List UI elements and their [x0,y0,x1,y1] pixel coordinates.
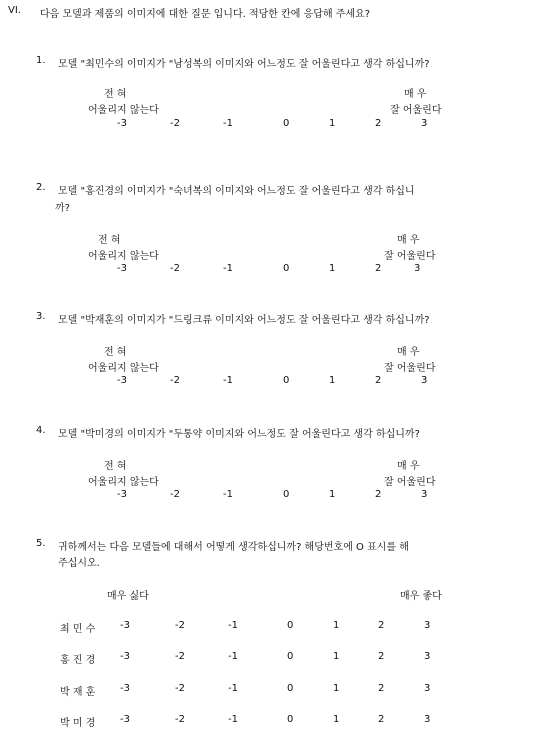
question-number: 5. [36,538,46,549]
question-text: 모델 "박재훈의 이미지가 "드링크류 이미지와 어느정도 잘 어울린다고 생각 하십니까? [58,315,430,326]
scale-right-bottom: 잘 어울린다 [384,477,436,488]
rating-option[interactable]: -2 [175,714,185,725]
question-text-continued: 까? [55,203,70,214]
rating-option[interactable]: -1 [223,118,233,129]
scale-right-top: 매 우 [397,235,420,246]
rating-option[interactable]: 0 [283,263,290,274]
scale-right-top: 매 우 [404,89,427,100]
model-name: 박 미 경 [60,718,96,729]
model-name: 홍 진 경 [60,655,96,666]
scale-right-label: 매우 좋다 [400,591,442,602]
rating-option[interactable]: 0 [287,651,294,662]
rating-option[interactable]: 1 [329,118,336,129]
question-text: 귀하께서는 다음 모델들에 대해서 어떻게 생각하십니까? 해당번호에 O 표시를 해 [58,542,409,553]
rating-option[interactable]: 0 [283,375,290,386]
rating-option[interactable]: -2 [170,263,180,274]
scale-left-bottom: 어울리지 않는다 [88,477,159,488]
rating-option[interactable]: -1 [223,375,233,386]
rating-option[interactable]: -2 [175,620,185,631]
rating-option[interactable]: 3 [424,714,431,725]
rating-option[interactable]: 1 [333,651,340,662]
rating-option[interactable]: -2 [170,489,180,500]
rating-option[interactable]: -1 [228,714,238,725]
question-number: 1. [36,55,46,66]
rating-option[interactable]: -3 [117,375,127,386]
rating-option[interactable]: 3 [424,620,431,631]
rating-option[interactable]: 0 [283,118,290,129]
rating-option[interactable]: 2 [378,683,385,694]
scale-left-top: 전 혀 [104,461,127,472]
section-heading: 다음 모델과 제품의 이미지에 대한 질문 입니다. 적당한 칸에 응답해 주세요? [40,9,371,20]
rating-option[interactable]: 2 [375,263,382,274]
rating-option[interactable]: 0 [287,714,294,725]
rating-option[interactable]: 2 [375,118,382,129]
model-name: 최 민 수 [60,624,96,635]
rating-option[interactable]: 1 [329,375,336,386]
scale-right-bottom: 잘 어울린다 [384,251,436,262]
rating-option[interactable]: 3 [421,118,428,129]
rating-option[interactable]: -3 [117,263,127,274]
rating-option[interactable]: 2 [378,714,385,725]
rating-option[interactable]: 2 [378,620,385,631]
scale-left-bottom: 어울리지 않는다 [88,251,159,262]
question-text-continued: 주십시오. [58,558,100,569]
rating-option[interactable]: -3 [120,651,130,662]
rating-option[interactable]: -1 [228,683,238,694]
rating-option[interactable]: -2 [175,683,185,694]
rating-option[interactable]: -3 [120,714,130,725]
rating-option[interactable]: 1 [329,489,336,500]
question-number: 2. [36,182,46,193]
model-name: 박 재 훈 [60,687,96,698]
section-number: VI. [8,5,21,16]
rating-option[interactable]: 3 [421,489,428,500]
question-number: 4. [36,425,46,436]
rating-option[interactable]: -1 [228,651,238,662]
rating-option[interactable]: 1 [333,620,340,631]
rating-option[interactable]: 0 [283,489,290,500]
scale-left-top: 전 혀 [104,89,127,100]
scale-right-top: 매 우 [397,461,420,472]
rating-option[interactable]: 0 [287,683,294,694]
scale-right-bottom: 잘 어울린다 [384,363,436,374]
rating-option[interactable]: 1 [333,714,340,725]
rating-option[interactable]: 0 [287,620,294,631]
rating-option[interactable]: -3 [120,620,130,631]
rating-option[interactable]: 1 [329,263,336,274]
rating-option[interactable]: -2 [175,651,185,662]
rating-option[interactable]: 3 [414,263,421,274]
scale-right-bottom: 잘 어울린다 [390,105,442,116]
rating-option[interactable]: 1 [333,683,340,694]
question-number: 3. [36,311,46,322]
rating-option[interactable]: -2 [170,375,180,386]
question-text: 모델 "홍진경의 이미지가 "숙녀복의 이미지와 어느정도 잘 어울린다고 생각 하십니 [58,186,415,197]
rating-option[interactable]: -1 [223,489,233,500]
rating-option[interactable]: -1 [223,263,233,274]
rating-option[interactable]: 2 [378,651,385,662]
rating-option[interactable]: 2 [375,489,382,500]
question-text: 모델 "박미경의 이미지가 "두통약 이미지와 어느정도 잘 어울린다고 생각 하십니까? [58,429,420,440]
scale-left-top: 전 혀 [104,347,127,358]
rating-option[interactable]: -2 [170,118,180,129]
rating-option[interactable]: -3 [117,118,127,129]
rating-option[interactable]: -3 [117,489,127,500]
rating-option[interactable]: -1 [228,620,238,631]
rating-option[interactable]: -3 [120,683,130,694]
rating-option[interactable]: 3 [424,651,431,662]
scale-left-bottom: 어울리지 않는다 [88,105,159,116]
scale-left-label: 매우 싫다 [107,591,149,602]
scale-left-top: 전 혀 [98,235,121,246]
rating-option[interactable]: 2 [375,375,382,386]
scale-left-bottom: 어울리지 않는다 [88,363,159,374]
rating-option[interactable]: 3 [421,375,428,386]
question-text: 모델 "최민수의 이미지가 "남성복의 이미지와 어느정도 잘 어울린다고 생각 하십니까? [58,59,430,70]
scale-right-top: 매 우 [397,347,420,358]
rating-option[interactable]: 3 [424,683,431,694]
